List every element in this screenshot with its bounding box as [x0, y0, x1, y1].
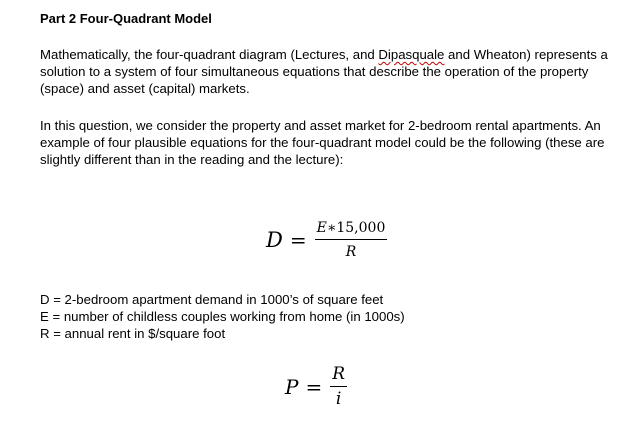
demand-equation-equals: =	[289, 228, 307, 252]
definition-e: E = number of childless couples working from home (in 1000s)	[40, 309, 405, 324]
intro-paragraph	[40, 46, 615, 97]
section-heading: Part 2 Four-Quadrant Model	[40, 11, 212, 26]
price-equation-denominator: i	[335, 389, 342, 409]
definition-d: D = 2-bedroom apartment demand in 1000’s of square feet	[40, 292, 384, 307]
fraction-bar	[315, 239, 388, 240]
demand-numerator-rest: ∗15,000	[326, 220, 386, 236]
price-equation-lhs: P	[285, 375, 299, 399]
price-equation-fraction	[330, 365, 347, 409]
question-paragraph: In this question, we consider the property and asset market for 2-bedroom rental apartments. An example of four plausible equations for the four-quadrant model could be the following (these are slightly different than in the reading and the lecture):	[40, 118, 605, 167]
spellcheck-flagged-word[interactable]: Dipasquale	[378, 47, 445, 62]
demand-equation-denominator: R	[345, 244, 357, 260]
demand-equation-fraction	[315, 219, 388, 261]
intro-text-after: and Wheaton) represents a solution to a system of four simultaneous equations that describe the operation of the property (space) and asset (capital) markets.	[40, 47, 608, 96]
price-equation	[285, 365, 347, 409]
demand-equation-numerator	[315, 219, 388, 237]
fraction-bar	[330, 386, 347, 387]
variable-definitions	[40, 291, 405, 342]
demand-numerator-variable: E	[316, 220, 327, 236]
intro-text-before: Mathematically, the four-quadrant diagram (Lectures, and	[40, 47, 379, 62]
price-equation-numerator: R	[332, 364, 346, 384]
price-equation-equals: =	[305, 375, 323, 399]
demand-equation-lhs: D	[266, 228, 283, 252]
demand-equation	[266, 219, 387, 261]
definition-r: R = annual rent in $/square foot	[40, 326, 226, 341]
